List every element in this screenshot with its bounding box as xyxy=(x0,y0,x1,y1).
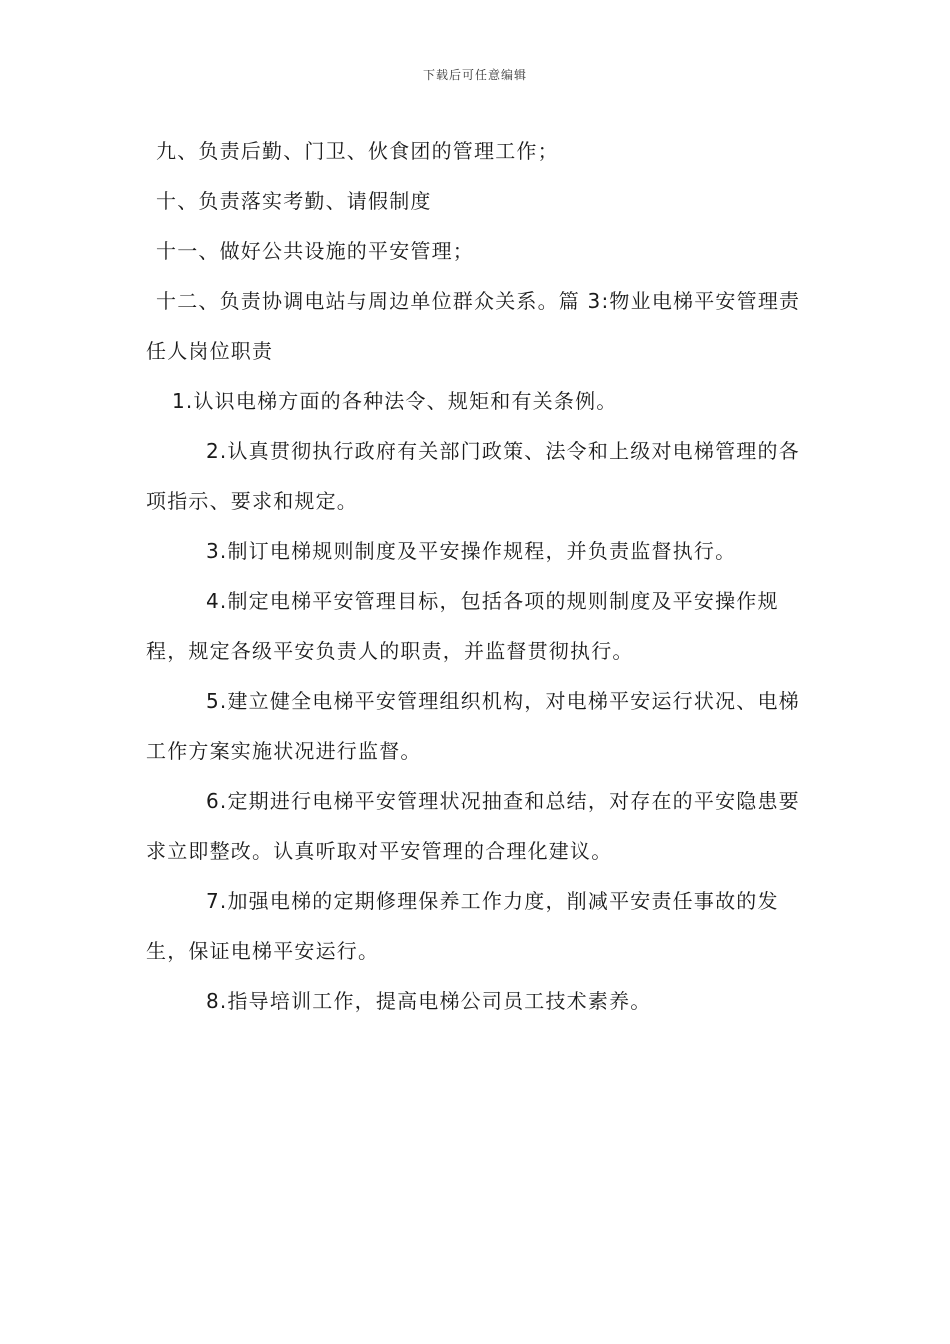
paragraph-duty-2: 2.认真贯彻执行政府有关部门政策、法令和上级对电梯管理的各项指示、要求和规定。 xyxy=(146,439,800,513)
paragraph-duty-5: 5.建立健全电梯平安管理组织机构，对电梯平安运行状况、电梯工作方案实施状况进行监督。 xyxy=(146,689,800,763)
paragraph-item-10: 十、负责落实考勤、请假制度 xyxy=(156,189,432,213)
paragraph-duty-3: 3.制订电梯规则制度及平安操作规程，并负责监督执行。 xyxy=(206,539,737,563)
paragraph-duty-6: 6.定期进行电梯平安管理状况抽查和总结，对存在的平安隐患要求立即整改。认真听取对平安管理的合理化建议。 xyxy=(146,789,800,863)
paragraph-duty-1: 1.认识电梯方面的各种法令、规矩和有关条例。 xyxy=(172,389,618,413)
paragraph-duty-4: 4.制定电梯平安管理目标，包括各项的规则制度及平安操作规程，规定各级平安负责人的职责，并监督贯彻执行。 xyxy=(146,589,779,663)
page-header: 下载后可任意编辑 xyxy=(422,68,527,82)
paragraph-item-12-and-section-title: 十二、负责协调电站与周边单位群众关系。篇 3:物业电梯平安管理责任人岗位职责 xyxy=(146,289,801,363)
paragraph-item-9: 九、负责后勤、门卫、伙食团的管理工作； xyxy=(156,139,559,163)
paragraph-item-11: 十一、做好公共设施的平安管理； xyxy=(156,239,474,263)
document-body xyxy=(146,126,808,1026)
paragraph-duty-7: 7.加强电梯的定期修理保养工作力度，削减平安责任事故的发生，保证电梯平安运行。 xyxy=(146,889,779,963)
paragraph-duty-8: 8.指导培训工作，提高电梯公司员工技术素养。 xyxy=(206,989,652,1013)
